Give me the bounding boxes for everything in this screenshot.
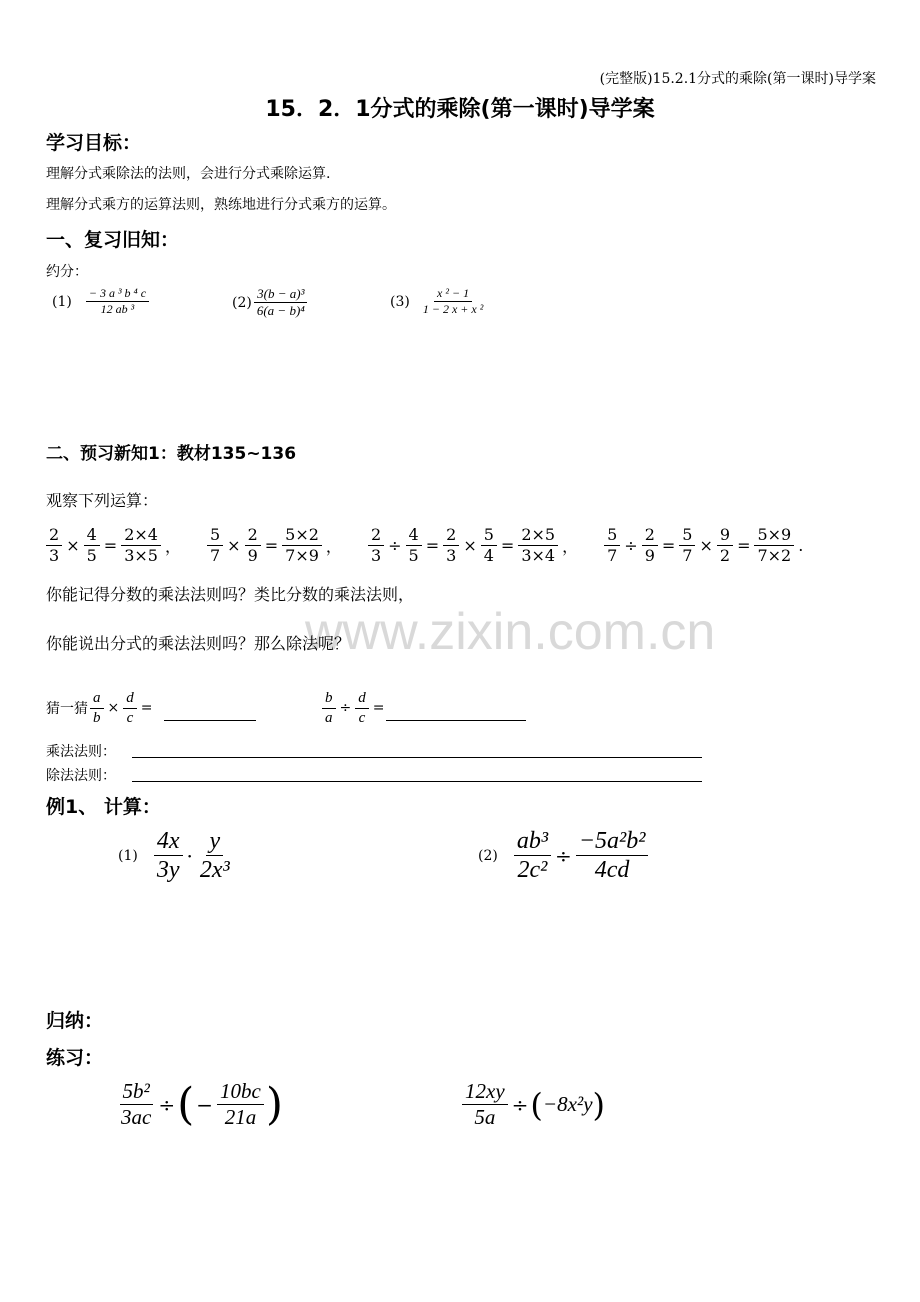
answer-blank-1[interactable] — [164, 720, 256, 721]
denominator: 3ac — [121, 1105, 152, 1130]
denominator: 12 ab ³ — [100, 302, 135, 317]
operator: ÷ — [339, 700, 352, 716]
question-1: 你能记得分数的乘法法则吗？类比分数的乘法法则， — [46, 585, 415, 604]
parenthesized-term: −8x²y — [542, 1092, 593, 1117]
operator: = — [140, 700, 153, 716]
review-item-1 — [52, 287, 151, 316]
minus-sign: − — [196, 1092, 214, 1117]
example-problem-1 — [118, 828, 235, 884]
numerator: 2 — [245, 526, 261, 546]
punctuation: ， — [325, 536, 342, 556]
numerator: b — [322, 690, 336, 709]
denominator: 2 — [719, 545, 731, 565]
numerator: 4x — [154, 828, 183, 856]
operator: × — [107, 700, 120, 716]
right-paren: ) — [265, 1078, 284, 1130]
fraction — [245, 526, 261, 564]
fraction — [406, 526, 422, 564]
example-heading: 例1、 计算： — [46, 796, 161, 818]
denominator: 7×9 — [285, 545, 319, 565]
numerator: a — [90, 690, 104, 709]
practice-heading: 练习： — [46, 1047, 104, 1069]
denominator: 4cd — [594, 857, 630, 884]
denominator: 3 — [446, 545, 457, 565]
operator: × — [463, 535, 477, 555]
numerator: 5×9 — [754, 526, 794, 546]
fraction — [514, 828, 551, 884]
numerator: − 3 a ³ b ⁴ c — [86, 287, 149, 302]
denominator: 7 — [209, 545, 221, 565]
header-note: (完整版)15.2.1分式的乘除(第一课时)导学案 — [599, 71, 876, 87]
operator: ÷ — [388, 535, 402, 555]
fraction — [90, 690, 104, 726]
numerator: d — [355, 690, 369, 709]
fraction — [322, 690, 336, 726]
denominator: 3×4 — [521, 545, 556, 565]
numerator: 5 — [604, 526, 620, 546]
fraction — [443, 526, 459, 564]
objective-item-2: 理解分式乘方的运算法则，熟练地进行分式乘方的运算。 — [46, 197, 396, 213]
operator: = — [425, 535, 440, 555]
fraction — [121, 526, 161, 564]
denominator: 9 — [247, 545, 258, 565]
div-rule-label: 除法法则： — [46, 768, 116, 784]
fraction — [254, 287, 308, 319]
guess-1 — [46, 690, 154, 726]
operator: = — [103, 535, 118, 555]
numerator: −5a²b² — [576, 828, 649, 856]
fraction — [154, 828, 183, 884]
numerator: 12xy — [462, 1080, 508, 1105]
review-item-index: (1) — [52, 293, 72, 310]
fraction — [282, 526, 322, 564]
operator: = — [737, 535, 751, 555]
numerator: 5 — [207, 526, 223, 546]
fraction — [679, 526, 695, 564]
numerator: 5 — [481, 526, 497, 546]
numerator: 9 — [717, 526, 733, 546]
mult-rule-blank[interactable] — [132, 757, 702, 758]
fraction — [123, 690, 137, 726]
page-title: 15．2．1分式的乘除(第一课时)导学案 — [265, 97, 655, 122]
equation-4 — [602, 526, 805, 564]
operator: ÷ — [555, 843, 572, 868]
fraction — [217, 1080, 264, 1129]
punctuation: ， — [562, 536, 579, 556]
numerator: y — [206, 828, 223, 856]
denominator: 4 — [483, 545, 494, 565]
numerator: ab³ — [514, 828, 551, 856]
review-item-2 — [232, 287, 310, 319]
problem-index: (1) — [118, 847, 138, 864]
guess-2 — [320, 690, 386, 726]
summary-heading: 归纳： — [46, 1010, 104, 1032]
denominator: 7×2 — [757, 545, 792, 565]
equation-3 — [366, 526, 580, 564]
denominator: 3y — [156, 857, 180, 884]
review-item-index: (2) — [232, 294, 252, 311]
fraction — [462, 1080, 508, 1129]
operator: = — [264, 535, 279, 555]
denominator: a — [325, 709, 333, 726]
denominator: 5 — [86, 545, 97, 565]
denominator: 5a — [474, 1105, 496, 1130]
fraction — [118, 1080, 154, 1129]
observe-label: 观察下列运算： — [46, 491, 159, 510]
review-heading: 一、复习旧知： — [46, 229, 180, 251]
numerator: d — [123, 690, 137, 709]
numerator: 2 — [46, 526, 62, 546]
numerator: 5b² — [120, 1080, 153, 1105]
numerator: 2×4 — [121, 526, 161, 546]
div-rule-blank[interactable] — [132, 781, 702, 782]
operator: ÷ — [511, 1092, 529, 1117]
punctuation: ， — [164, 536, 181, 556]
fraction — [642, 526, 658, 564]
denominator: b — [93, 709, 101, 726]
numerator: 2×5 — [518, 526, 558, 546]
operator: = — [372, 700, 385, 716]
operator: = — [661, 535, 676, 555]
fraction — [518, 526, 558, 564]
denominator: c — [358, 709, 366, 726]
answer-blank-2[interactable] — [386, 720, 526, 721]
numerator: 2 — [642, 526, 658, 546]
denominator: 7 — [682, 545, 693, 565]
fraction — [481, 526, 497, 564]
fraction — [717, 526, 733, 564]
denominator: 2x³ — [199, 857, 230, 884]
numerator: 5×2 — [282, 526, 322, 546]
numerator: 3(b − a)³ — [254, 287, 307, 303]
numerator: 10bc — [217, 1080, 264, 1105]
denominator: c — [126, 709, 134, 726]
denominator: 3 — [370, 545, 382, 565]
fraction — [604, 526, 620, 564]
fraction — [754, 526, 794, 564]
numerator: 5 — [679, 526, 695, 546]
question-2: 你能说出分式的乘法法则吗？那么除法呢？ — [46, 634, 351, 653]
operator: ÷ — [158, 1092, 176, 1117]
preview-heading: 二、预习新知1：教材135~136 — [46, 444, 297, 464]
example-problem-2 — [478, 828, 650, 884]
right-paren: ) — [592, 1085, 605, 1124]
operator: ÷ — [624, 535, 638, 555]
mult-rule-label: 乘法法则： — [46, 744, 116, 760]
operator: = — [500, 535, 515, 555]
denominator: 5 — [408, 545, 419, 565]
operator: × — [227, 535, 241, 555]
guess-label: 猜一猜 — [46, 701, 88, 717]
equation-1 — [44, 526, 183, 564]
left-paren: ( — [530, 1085, 543, 1124]
objective-item-1: 理解分式乘除法的法则，会进行分式乘除运算. — [46, 166, 331, 182]
objectives-heading: 学习目标： — [46, 132, 142, 154]
denominator: 3×5 — [124, 545, 158, 565]
review-label: 约分： — [46, 264, 88, 280]
fraction — [46, 526, 62, 564]
denominator: 7 — [607, 545, 618, 565]
numerator: x ² − 1 — [434, 287, 472, 302]
equation-2 — [205, 526, 344, 564]
denominator: 1 − 2 x + x ² — [422, 302, 484, 317]
denominator: 9 — [644, 545, 655, 565]
practice-problem-2 — [460, 1080, 605, 1129]
operator: · — [186, 843, 193, 868]
review-item-3 — [390, 287, 488, 316]
denominator: 2c² — [517, 857, 548, 884]
fraction — [420, 287, 486, 316]
numerator: 4 — [406, 526, 422, 546]
fraction — [197, 828, 233, 884]
numerator: 4 — [84, 526, 100, 546]
practice-problem-1 — [116, 1080, 283, 1129]
fraction — [86, 287, 149, 316]
denominator: 21a — [224, 1105, 257, 1130]
denominator: 3 — [49, 545, 60, 565]
punctuation: . — [798, 535, 804, 555]
review-item-index: (3) — [390, 293, 410, 310]
operator: × — [66, 535, 80, 555]
fraction — [355, 690, 369, 726]
numerator: 2 — [368, 526, 384, 546]
watermark: www.zixin.com.cn — [305, 603, 716, 661]
operator: × — [699, 535, 713, 555]
fraction — [576, 828, 649, 884]
fraction — [207, 526, 223, 564]
problem-index: (2) — [478, 847, 498, 864]
left-paren: ( — [177, 1078, 195, 1130]
numerator: 2 — [443, 526, 459, 546]
fraction — [368, 526, 384, 564]
denominator: 6(a − b)⁴ — [256, 303, 305, 319]
fraction — [84, 526, 100, 564]
